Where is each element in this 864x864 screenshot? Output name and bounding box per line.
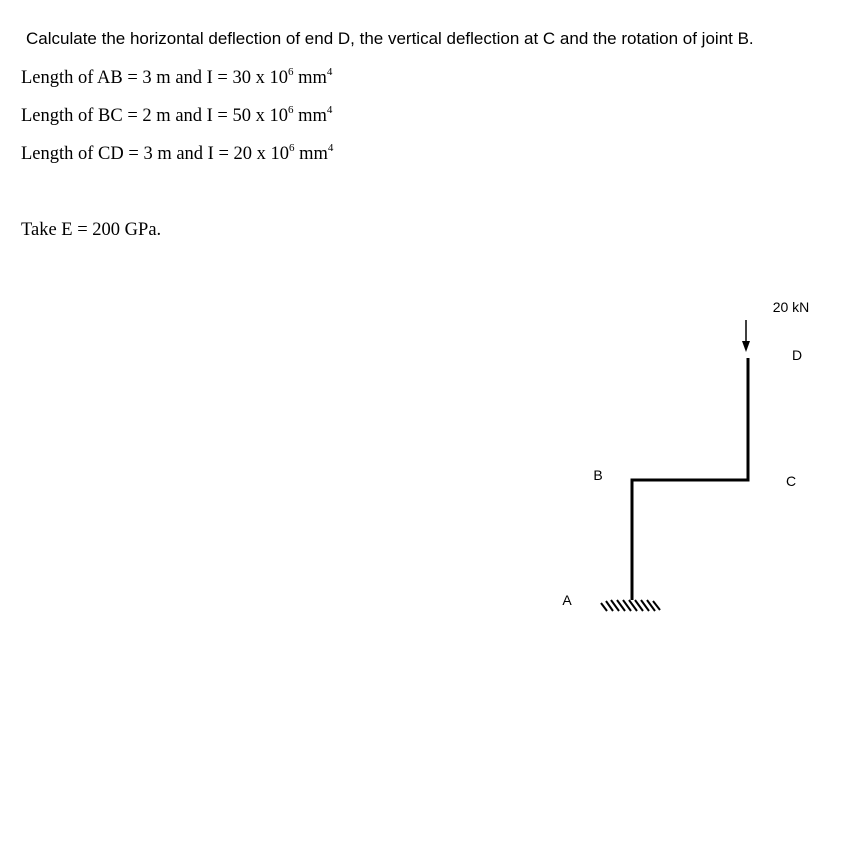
label-b: B (593, 467, 603, 483)
modulus-text: Take E = 200 GPa. (21, 220, 162, 240)
member-cd-text: Length of CD = 3 m and I = 20 x 10 (21, 144, 290, 164)
member-ab-exponent-6: 6 (288, 66, 294, 78)
label-a: A (562, 592, 572, 608)
load-label: 20 kN (772, 299, 810, 315)
load-arrow (742, 320, 750, 352)
member-ab-text: Length of AB = 3 m and I = 30 x 10 (21, 68, 288, 88)
member-bc-exponent-4: 4 (326, 104, 333, 116)
fixed-support-hatch (601, 600, 660, 611)
member-cd-unit: mm (294, 144, 328, 164)
label-d: D (791, 347, 803, 363)
member-cd-exponent-4: 4 (327, 142, 334, 154)
question-text: Calculate the horizontal deflection of end D, the vertical deflection at C and the rotation of joint B. (26, 29, 754, 48)
member-bc-text: Length of BC = 2 m and I = 50 x 10 (21, 106, 288, 126)
member-bc-unit: mm (293, 106, 327, 126)
member-cd-exponent-6: 6 (289, 142, 295, 154)
member-ab-exponent-4: 4 (326, 66, 333, 78)
label-c: C (785, 473, 797, 489)
member-ab-unit: mm (293, 68, 327, 88)
member-bc-exponent-6: 6 (288, 104, 294, 116)
